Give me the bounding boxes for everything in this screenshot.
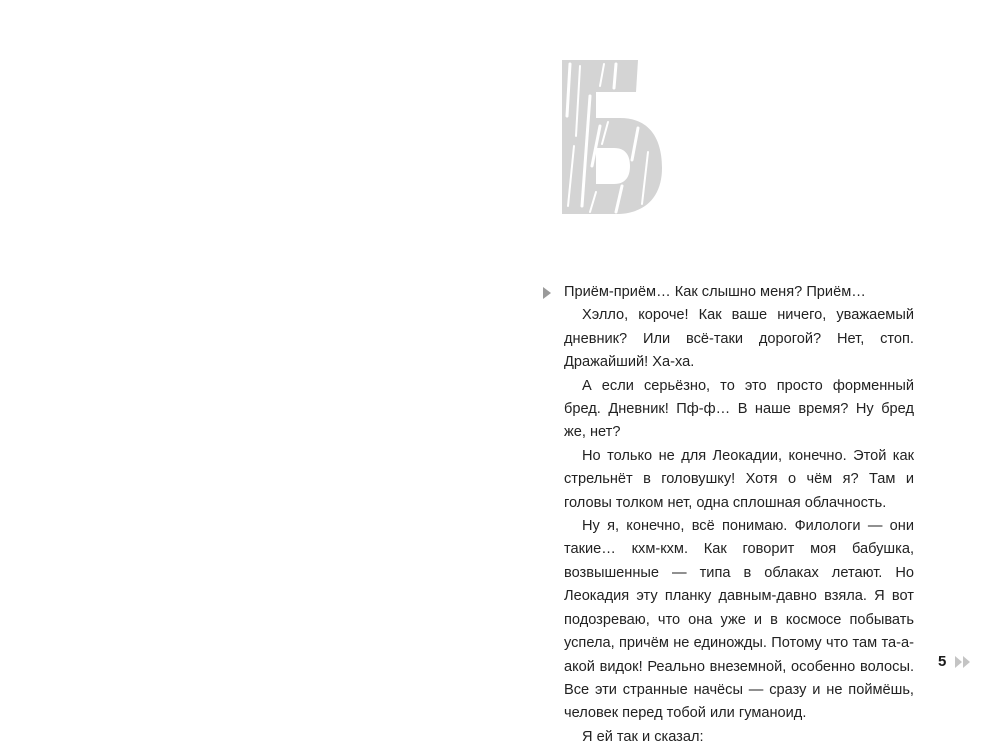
paragraph: Ну я, конечно, всё понимаю. Филологи — они такие… кхм-кхм. Как говорит моя бабушка, возвышенные — типа в облаках летают. Но Леокадия эту планку давным-давно взяла. Я вот подозреваю, что она уже и в космосе побывать успела, причём не единожды. Потому что там та-а-акой видок! Реально внеземной, особенно волосы. Все эти странные начёсы — сразу и не поймёшь, человек перед тобой или гуманоид. bbox=[564, 518, 914, 722]
next-page-arrows-icon bbox=[955, 656, 971, 668]
page-number: 5 bbox=[938, 653, 947, 670]
paragraph: Но только не для Леокадии, конечно. Этой как стрельнёт в головушку! Хотя о чём я? Там и головы толком нет, одна сплошная облачность. bbox=[564, 447, 914, 511]
paragraph: А если серьёзно, то это просто форменный бред. Дневник! Пф-ф… В наше время? Ну бред же, нет? bbox=[564, 377, 914, 441]
paragraph: Я ей так и сказал: bbox=[582, 728, 704, 745]
paragraph: Приём-приём… Как слышно меня? Приём… bbox=[564, 284, 866, 300]
body-text bbox=[564, 281, 914, 749]
drop-cap-letter bbox=[556, 56, 666, 218]
chapter-start-marker-icon bbox=[543, 287, 551, 299]
paragraph: Хэлло, короче! Как ваше ничего, уважаемый дневник? Или всё-таки дорогой? Нет, стоп. Дражайший! Ха-ха. bbox=[564, 307, 914, 371]
